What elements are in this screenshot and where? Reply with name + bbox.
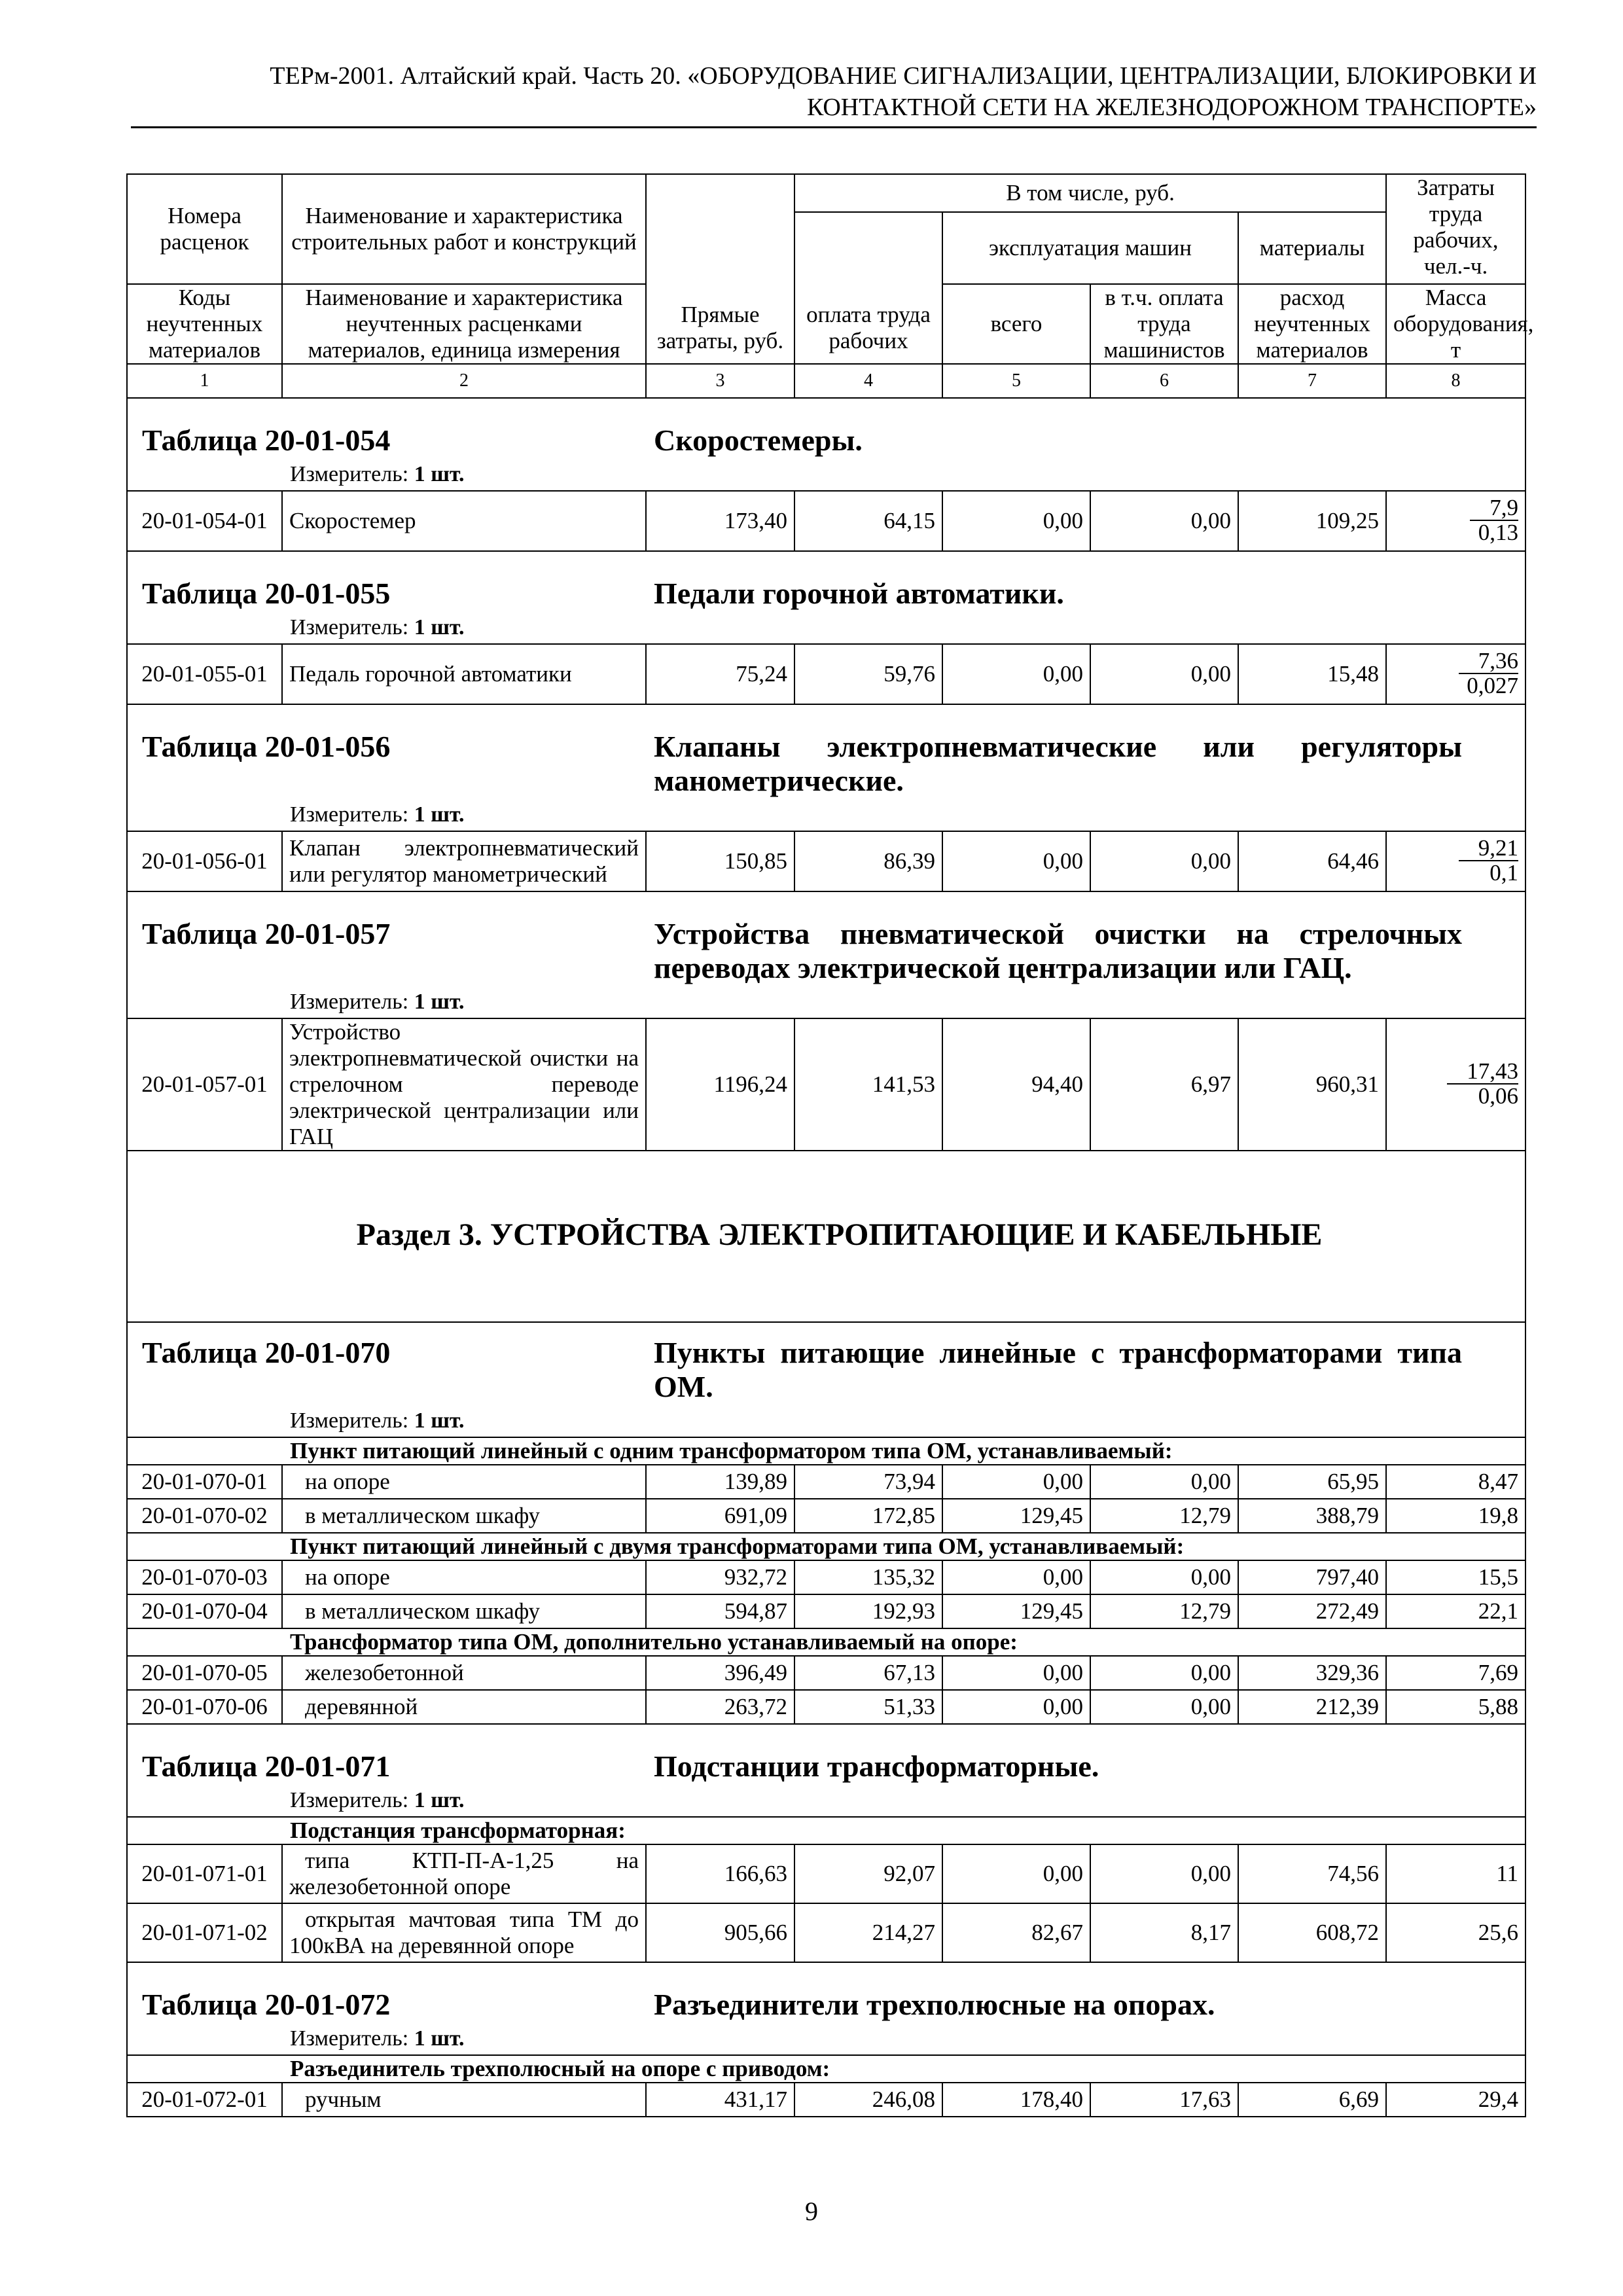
table-heading <box>127 1724 1525 1786</box>
operators-wages: 17,63 <box>1090 2083 1238 2117</box>
col-number-7: 7 <box>1238 364 1386 398</box>
col-number-4: 4 <box>794 364 942 398</box>
measure-label: Измеритель: <box>290 2026 409 2051</box>
rate-name: Скоростемер <box>282 491 646 551</box>
measure-row <box>127 800 1525 831</box>
measure-label: Измеритель: <box>290 1788 409 1812</box>
measure-row <box>127 988 1525 1018</box>
col-number-6: 6 <box>1090 364 1238 398</box>
table-code: Таблица 20-01-057 <box>142 917 391 950</box>
direct-cost: 932,72 <box>646 1560 794 1594</box>
rate-name: Устройство электропневматической очистки на стрелочном переводе электрической централизации или ГАЦ <box>282 1018 646 1151</box>
materials: 272,49 <box>1238 1594 1386 1628</box>
rate-name: в металлическом шкафу <box>282 1594 646 1628</box>
labor-value: 19,8 <box>1386 1499 1525 1533</box>
measure-label: Измеритель: <box>290 615 409 639</box>
rate-name: железобетонной <box>282 1656 646 1690</box>
direct-cost: 139,89 <box>646 1465 794 1499</box>
machines-total: 129,45 <box>942 1594 1090 1628</box>
direct-cost: 173,40 <box>646 491 794 551</box>
machines-total: 0,00 <box>942 831 1090 891</box>
operators-wages: 6,97 <box>1090 1018 1238 1151</box>
materials: 65,95 <box>1238 1465 1386 1499</box>
measure-value: 1 шт. <box>414 2026 465 2051</box>
operators-wages: 0,00 <box>1090 491 1238 551</box>
labor-value: 7,9 <box>1470 496 1518 521</box>
wages: 92,07 <box>794 1844 942 1903</box>
materials: 15,48 <box>1238 644 1386 704</box>
materials: 608,72 <box>1238 1903 1386 1962</box>
rate-name: Педаль горочной автоматики <box>282 644 646 704</box>
table-row <box>127 1018 1525 1151</box>
operators-wages: 0,00 <box>1090 831 1238 891</box>
rate-code: 20-01-072-01 <box>127 2083 282 2117</box>
col-header-mass: Масса оборудования, т <box>1386 284 1525 364</box>
labor-mass-cell <box>1386 644 1525 704</box>
col-number-2: 2 <box>282 364 646 398</box>
section-title: Раздел 3. УСТРОЙСТВА ЭЛЕКТРОПИТАЮЩИЕ И КАБЕЛЬНЫЕ <box>356 1217 1323 1252</box>
rate-name: в металлическом шкафу <box>282 1499 646 1533</box>
table-row <box>127 2083 1525 2117</box>
col-header-name: Наименование и характеристика строительных работ и конструкций <box>282 174 646 284</box>
wages: 192,93 <box>794 1594 942 1628</box>
wages: 86,39 <box>794 831 942 891</box>
measure-value: 1 шт. <box>414 1788 465 1812</box>
rate-name: Клапан электропневматический или регулятор манометрический <box>282 831 646 891</box>
col-header-machines: эксплуатация машин <box>942 212 1238 284</box>
table-row <box>127 1560 1525 1594</box>
header-line-1: ТЕРм-2001. Алтайский край. Часть 20. «ОБОРУДОВАНИЕ СИГНАЛИЗАЦИИ, ЦЕНТРАЛИЗАЦИИ, БЛОКИРОВКИ И <box>270 62 1537 90</box>
col-header-including: В том числе, руб. <box>794 174 1386 212</box>
operators-wages: 0,00 <box>1090 1844 1238 1903</box>
table-title: Педали горочной автоматики. <box>654 577 1064 610</box>
wages: 64,15 <box>794 491 942 551</box>
operators-wages: 12,79 <box>1090 1594 1238 1628</box>
table-row <box>127 1903 1525 1962</box>
col-header-wages: оплата труда рабочих <box>794 212 942 364</box>
table-row <box>127 1594 1525 1628</box>
table-code: Таблица 20-01-054 <box>142 423 391 457</box>
operators-wages: 0,00 <box>1090 1465 1238 1499</box>
table-title: Пункты питающие линейные с трансформаторами типа ОМ. <box>654 1336 1462 1403</box>
measure-value: 1 шт. <box>414 802 465 827</box>
header-rule <box>131 126 1537 128</box>
group-heading: Разъединитель трехполюсный на опоре с приводом: <box>127 2055 1525 2083</box>
mass-value: 0,06 <box>1478 1083 1519 1109</box>
table-heading <box>127 891 1525 988</box>
direct-cost: 594,87 <box>646 1594 794 1628</box>
machines-total: 0,00 <box>942 1465 1090 1499</box>
table-code: Таблица 20-01-056 <box>142 730 391 763</box>
machines-total: 0,00 <box>942 491 1090 551</box>
rate-name: типа КТП-П-А-1,25 на железобетонной опоре <box>282 1844 646 1903</box>
rate-name: на опоре <box>282 1465 646 1499</box>
rate-code: 20-01-055-01 <box>127 644 282 704</box>
rate-code: 20-01-070-06 <box>127 1690 282 1724</box>
rate-name: деревянной <box>282 1690 646 1724</box>
wages: 67,13 <box>794 1656 942 1690</box>
labor-value: 7,36 <box>1459 649 1518 674</box>
col-number-3: 3 <box>646 364 794 398</box>
col-number-5: 5 <box>942 364 1090 398</box>
measure-label: Измеритель: <box>290 1408 409 1433</box>
direct-cost: 1196,24 <box>646 1018 794 1151</box>
rate-name: на опоре <box>282 1560 646 1594</box>
table-code: Таблица 20-01-055 <box>142 577 391 610</box>
labor-value: 7,69 <box>1386 1656 1525 1690</box>
labor-value: 17,43 <box>1447 1060 1518 1085</box>
labor-value: 15,5 <box>1386 1560 1525 1594</box>
wages: 135,32 <box>794 1560 942 1594</box>
table-row <box>127 491 1525 551</box>
machines-total: 0,00 <box>942 644 1090 704</box>
table-row <box>127 1499 1525 1533</box>
machines-total: 0,00 <box>942 1656 1090 1690</box>
wages: 51,33 <box>794 1690 942 1724</box>
materials: 6,69 <box>1238 2083 1386 2117</box>
machines-total: 178,40 <box>942 2083 1090 2117</box>
mass-value: 0,027 <box>1467 673 1519 698</box>
col-number-1: 1 <box>127 364 282 398</box>
section-heading-cell <box>127 1151 1525 1322</box>
table-heading <box>127 551 1525 613</box>
materials: 960,31 <box>1238 1018 1386 1151</box>
machines-total: 0,00 <box>942 1844 1090 1903</box>
operators-wages: 0,00 <box>1090 1690 1238 1724</box>
col-header-unaccounted: расход неучтенных материалов <box>1238 284 1386 364</box>
header-line-2: КОНТАКТНОЙ СЕТИ НА ЖЕЛЕЗНОДОРОЖНОМ ТРАНСПОРТЕ» <box>806 94 1537 121</box>
labor-value: 9,21 <box>1459 836 1518 861</box>
rate-code: 20-01-070-02 <box>127 1499 282 1533</box>
rate-code: 20-01-070-05 <box>127 1656 282 1690</box>
col-header-number: Номера расценок <box>127 174 282 284</box>
table-heading <box>127 704 1525 800</box>
col-header-operators: в т.ч. оплата труда машинистов <box>1090 284 1238 364</box>
table-row <box>127 644 1525 704</box>
labor-value: 5,88 <box>1386 1690 1525 1724</box>
rates-table <box>126 173 1534 2117</box>
rate-code: 20-01-071-01 <box>127 1844 282 1903</box>
wages: 246,08 <box>794 2083 942 2117</box>
labor-value: 29,4 <box>1386 2083 1525 2117</box>
table-header <box>127 174 1534 398</box>
mass-value: 0,13 <box>1478 520 1519 545</box>
operators-wages: 0,00 <box>1090 1656 1238 1690</box>
group-heading: Пункт питающий линейный с двумя трансформаторами типа ОМ, устанавливаемый: <box>127 1533 1525 1560</box>
table-code: Таблица 20-01-071 <box>142 1749 391 1783</box>
labor-mass-cell <box>1386 831 1525 891</box>
col-header-direct: Прямые затраты, руб. <box>646 174 794 364</box>
table-heading <box>127 398 1525 460</box>
page-number: 9 <box>805 2197 818 2226</box>
wages: 214,27 <box>794 1903 942 1962</box>
direct-cost: 263,72 <box>646 1690 794 1724</box>
direct-cost: 166,63 <box>646 1844 794 1903</box>
labor-value: 22,1 <box>1386 1594 1525 1628</box>
measure-label: Измеритель: <box>290 462 409 486</box>
direct-cost: 75,24 <box>646 644 794 704</box>
table-heading <box>127 1322 1525 1407</box>
table-row <box>127 1690 1525 1724</box>
group-heading: Пункт питающий линейный с одним трансформатором типа ОМ, устанавливаемый: <box>127 1437 1525 1465</box>
table-row <box>127 1465 1525 1499</box>
rate-code: 20-01-071-02 <box>127 1903 282 1962</box>
machines-total: 94,40 <box>942 1018 1090 1151</box>
measure-label: Измеритель: <box>290 802 409 827</box>
direct-cost: 691,09 <box>646 1499 794 1533</box>
rate-code: 20-01-054-01 <box>127 491 282 551</box>
operators-wages: 12,79 <box>1090 1499 1238 1533</box>
rate-code: 20-01-070-04 <box>127 1594 282 1628</box>
measure-value: 1 шт. <box>414 462 465 486</box>
machines-total: 0,00 <box>942 1560 1090 1594</box>
table-body <box>127 398 1525 2117</box>
direct-cost: 396,49 <box>646 1656 794 1690</box>
materials: 388,79 <box>1238 1499 1386 1533</box>
group-heading: Трансформатор типа ОМ, дополнительно устанавливаемый на опоре: <box>127 1628 1525 1656</box>
materials: 212,39 <box>1238 1690 1386 1724</box>
wages: 172,85 <box>794 1499 942 1533</box>
measure-row <box>127 613 1525 644</box>
table-title: Скоростемеры. <box>654 423 863 457</box>
labor-mass-cell <box>1386 491 1525 551</box>
materials: 74,56 <box>1238 1844 1386 1903</box>
wages: 141,53 <box>794 1018 942 1151</box>
measure-row <box>127 460 1525 491</box>
page-header <box>131 60 1537 123</box>
machines-total: 82,67 <box>942 1903 1090 1962</box>
labor-value: 25,6 <box>1386 1903 1525 1962</box>
table-code: Таблица 20-01-072 <box>142 1988 391 2021</box>
materials: 329,36 <box>1238 1656 1386 1690</box>
rate-code: 20-01-070-01 <box>127 1465 282 1499</box>
rate-code: 20-01-070-03 <box>127 1560 282 1594</box>
labor-value: 8,47 <box>1386 1465 1525 1499</box>
rate-name: ручным <box>282 2083 646 2117</box>
machines-total: 0,00 <box>942 1690 1090 1724</box>
measure-row <box>127 1786 1525 1817</box>
rate-code: 20-01-057-01 <box>127 1018 282 1151</box>
wages: 73,94 <box>794 1465 942 1499</box>
measure-label: Измеритель: <box>290 990 409 1014</box>
labor-value: 11 <box>1386 1844 1525 1903</box>
table-row <box>127 831 1525 891</box>
measure-value: 1 шт. <box>414 615 465 639</box>
col-header-codes: Коды неучтенных материалов <box>127 284 282 364</box>
rate-code: 20-01-056-01 <box>127 831 282 891</box>
table-row <box>127 1844 1525 1903</box>
operators-wages: 0,00 <box>1090 644 1238 704</box>
direct-cost: 150,85 <box>646 831 794 891</box>
materials: 109,25 <box>1238 491 1386 551</box>
col-header-machines-total: всего <box>942 284 1090 364</box>
table-title: Устройства пневматической очистки на стрелочных переводах электрической централизации или ГАЦ. <box>654 917 1462 984</box>
measure-row <box>127 2024 1525 2055</box>
direct-cost: 431,17 <box>646 2083 794 2117</box>
measure-value: 1 шт. <box>414 990 465 1014</box>
col-header-materials: материалы <box>1238 212 1386 284</box>
col-number-8: 8 <box>1386 364 1525 398</box>
measure-row <box>127 1407 1525 1437</box>
measure-value: 1 шт. <box>414 1408 465 1433</box>
table-title: Разъединители трехполюсные на опорах. <box>654 1988 1215 2021</box>
materials: 64,46 <box>1238 831 1386 891</box>
table-heading <box>127 1962 1525 2024</box>
table-title: Подстанции трансформаторные. <box>654 1749 1099 1783</box>
group-heading: Подстанция трансформаторная: <box>127 1817 1525 1844</box>
direct-cost: 905,66 <box>646 1903 794 1962</box>
materials: 797,40 <box>1238 1560 1386 1594</box>
table-code: Таблица 20-01-070 <box>142 1336 391 1369</box>
rate-name: открытая мачтовая типа ТМ до 100кВА на деревянной опоре <box>282 1903 646 1962</box>
wages: 59,76 <box>794 644 942 704</box>
col-header-labor: Затраты труда рабочих, чел.-ч. <box>1386 174 1525 284</box>
operators-wages: 8,17 <box>1090 1903 1238 1962</box>
machines-total: 129,45 <box>942 1499 1090 1533</box>
col-header-name2: Наименование и характеристика неучтенных расценками материалов, единица измерения <box>282 284 646 364</box>
table-title: Клапаны электропневматические или регуляторы манометрические. <box>654 730 1462 797</box>
operators-wages: 0,00 <box>1090 1560 1238 1594</box>
table-row <box>127 1656 1525 1690</box>
labor-mass-cell <box>1386 1018 1525 1151</box>
mass-value: 0,1 <box>1489 860 1519 886</box>
